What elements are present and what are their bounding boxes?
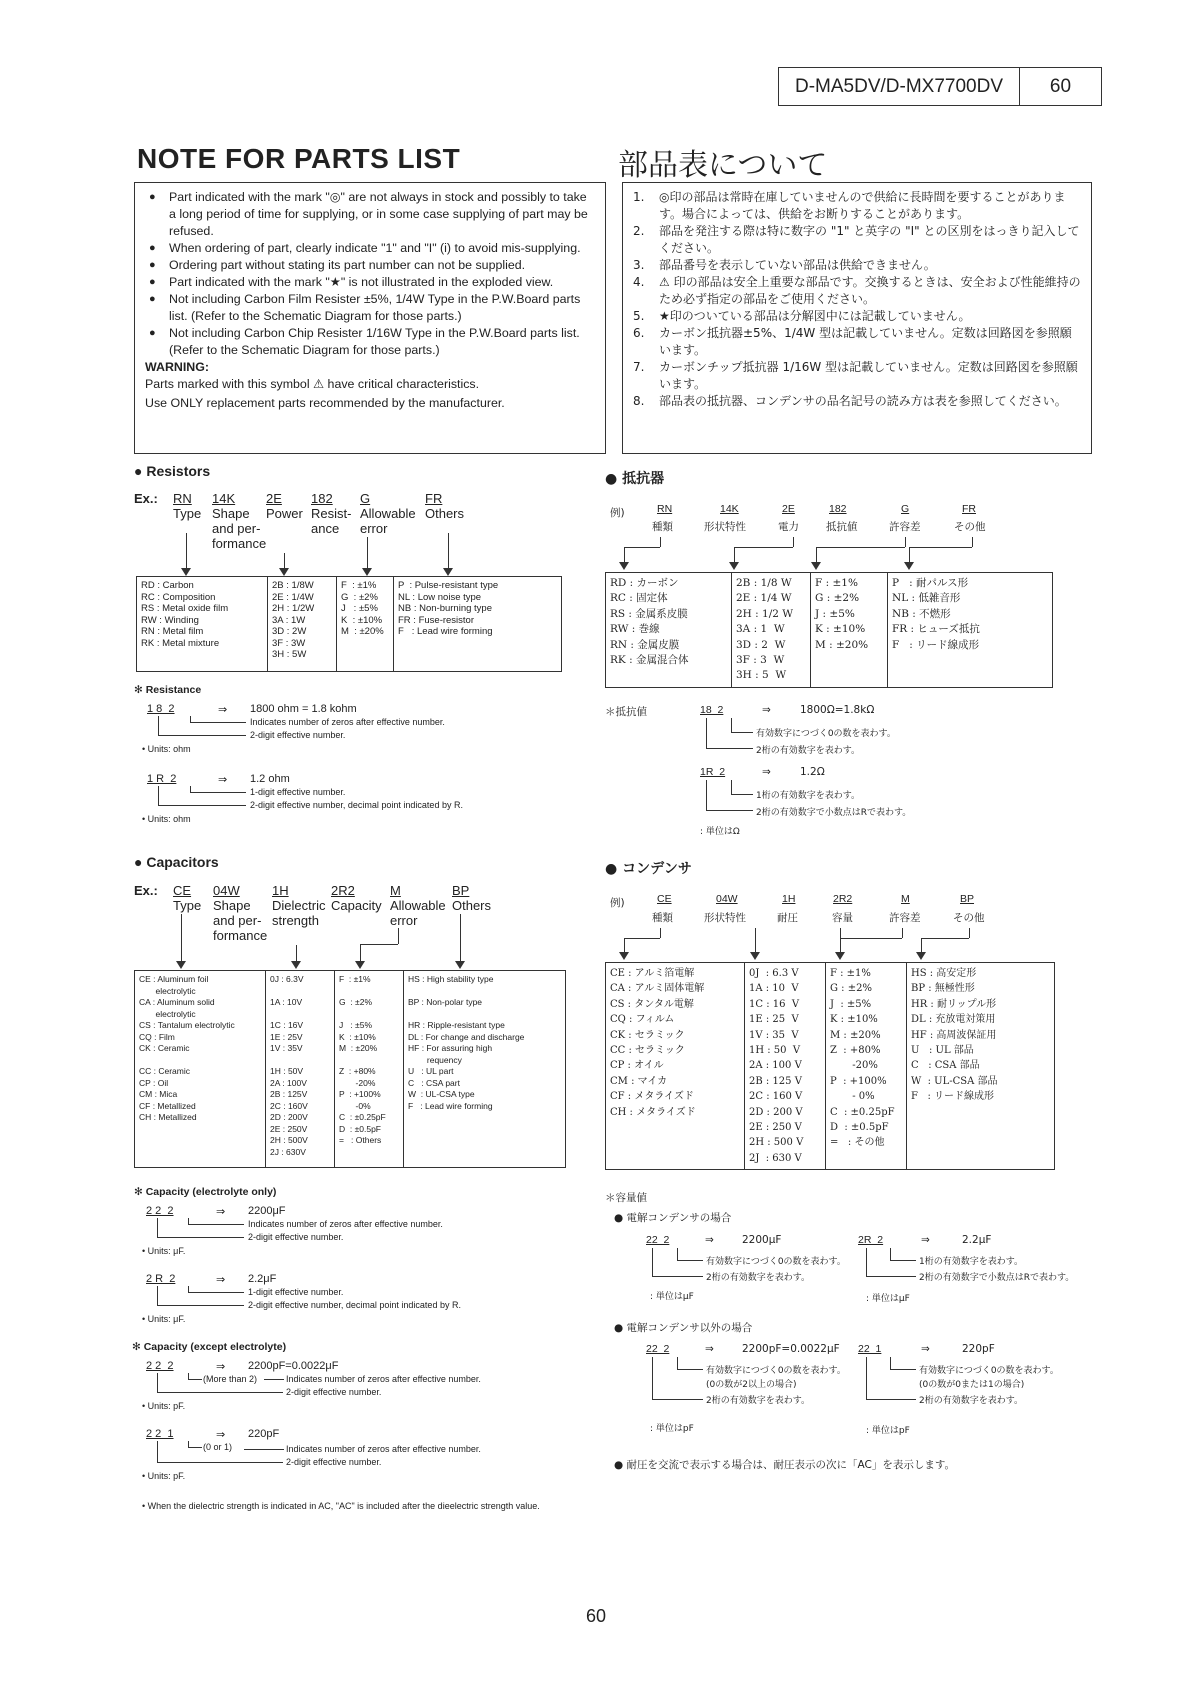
- cap-jp-label: 許容差: [889, 912, 921, 924]
- res-jp-code: FR: [962, 503, 976, 515]
- leader-line: [652, 1276, 703, 1277]
- res-ex1-l1: Indicates number of zeros after effective number.: [250, 717, 445, 727]
- note-item-jp: 2. 部品を発注する際は特に数字の "1" と英字の "I" との区別をはっきり記入してください。: [633, 224, 1080, 255]
- res-jp-ex1-eq: 1800Ω=1.8kΩ: [800, 704, 875, 716]
- implies-icon: ⇒: [705, 1234, 714, 1246]
- note-item: ● Part indicated with the mark "◎" are not always in stock and possibly to take a long period of time for supplying, or in some case supplying of part may be refused.: [145, 189, 595, 240]
- cap-jp-ex3-l1: 有効数字につづく0の数を表わす。: [706, 1366, 846, 1376]
- connector-line: [969, 928, 970, 938]
- res-code-others: FR: [425, 491, 443, 506]
- res-ex2-units: • Units: ohm: [142, 814, 191, 824]
- implies-icon: ⇒: [921, 1234, 930, 1246]
- connector-line: [448, 533, 449, 573]
- connector-line: [840, 938, 902, 939]
- arrow-down-icon: [904, 562, 914, 570]
- resistors-ex-label: Ex.:: [134, 491, 158, 506]
- res-code-shape: 14K: [212, 491, 236, 506]
- res-jp-label: 抵抗値: [826, 521, 858, 533]
- cap-jp-label: 形状特性: [704, 912, 746, 924]
- connector-line: [793, 537, 794, 547]
- res-jp-ex1-l2: 2桁の有効数字を表わす。: [756, 746, 861, 756]
- capacitor-code-table: [134, 970, 566, 1168]
- connector-line: [816, 547, 905, 548]
- cap-ex3-mid: (More than 2): [203, 1374, 258, 1384]
- electrolytic-heading-jp: ● 電解コンデンサの場合: [614, 1212, 732, 1224]
- leader-line: [188, 1447, 202, 1448]
- model-name: D-MA5DV/D-MX7700DV: [779, 68, 1020, 105]
- leader-line: [731, 718, 732, 732]
- connector-line: [734, 547, 793, 548]
- leader-line: [677, 1260, 703, 1261]
- cap-ex1-eq: 2200μF: [248, 1205, 286, 1217]
- res-ex1-l2: 2-digit effective number.: [250, 730, 346, 740]
- ac-note-jp: ● 耐圧を交流で表示する場合は、耐圧表示の次に「AC」を表示します。: [614, 1459, 955, 1471]
- leader-line: [866, 1399, 916, 1400]
- note-item-jp: 8. 部品表の抵抗器、コンデンサの品名記号の読み方は表を参照してください。: [633, 394, 1067, 408]
- implies-icon: ⇒: [921, 1343, 930, 1355]
- leader-line: [731, 780, 732, 794]
- res-label-error: Allowable error: [360, 506, 416, 536]
- leader-line: [706, 780, 707, 810]
- cap-jp-dielectric-cell: 0J : 6.3 V 1A : 10 V 1C : 16 V 1E : 25 V 1V : 35 V 1H : 50 V 2A : 100 V 2B : 125 V 2C : 160 V 2D : 200 V 2E : 250 V 2H : 500 V 2J : 630 V: [745, 963, 826, 1170]
- cap-ex4-code: 2 2 1: [146, 1428, 174, 1440]
- implies-icon: ⇒: [762, 766, 771, 778]
- res-jp-error-cell: F : ±1% G : ±2% J : ±5% K : ±10% M : ±20%: [811, 573, 888, 688]
- connector-line: [624, 938, 660, 939]
- arrow-down-icon: [750, 952, 760, 960]
- connector-line: [624, 547, 660, 548]
- implies-icon: ⇒: [762, 704, 771, 716]
- connector-line: [972, 537, 973, 547]
- connector-line: [460, 914, 461, 966]
- note-item-jp: 6. カーボン抵抗器±5%、1/4W 型は記載していません。定数は回路図を参照願います。: [633, 326, 1072, 357]
- cap-dielectric-cell: 0J : 6.3V 1A : 10V 1C : 16V 1E : 25V 1V : 35V 1H : 50V 2A : 100V 2B : 125V 2C : 160V 2D : 200V 2E : 250V 2H : 500V 2J : 630V: [266, 971, 335, 1168]
- cap-jp-ex1-l1: 有効数字につづく0の数を表わす。: [706, 1257, 846, 1267]
- leader-line: [244, 1449, 284, 1450]
- cap-jp-code: M: [901, 893, 910, 905]
- res-jp-label: その他: [954, 521, 986, 533]
- cap-code: 04W: [213, 883, 240, 898]
- res-jp-label: 種類: [652, 521, 673, 533]
- res-label-type: Type: [173, 506, 202, 521]
- resistor-code-table-jp: [605, 572, 1053, 688]
- cap-ex4-eq: 220pF: [248, 1428, 280, 1440]
- cap-label: Allowable error: [390, 898, 446, 928]
- capacity-heading-jp: ＊容量値: [605, 1192, 647, 1204]
- note-item-jp: 1. ◎印の部品は常時在庫していませんので供給に長時間を要することがあります。場合によっては、供給をお断りすることがあります。: [633, 190, 1066, 221]
- cap-ex1-l1: Indicates number of zeros after effective number.: [248, 1219, 443, 1229]
- connector-line: [660, 928, 661, 938]
- cap-ex3-l2: 2-digit effective number.: [286, 1387, 382, 1397]
- leader-line: [190, 792, 246, 793]
- cap-code: 1H: [272, 883, 289, 898]
- footer-page-number: 60: [586, 1606, 607, 1626]
- resistors-ex-label-jp: 例): [610, 507, 625, 519]
- res-jp-code: 14K: [720, 503, 739, 515]
- connector-line: [360, 944, 398, 945]
- cap-jp-others-cell: HS : 高安定形 BP : 無極性形 HR : 耐リップル形 DL : 充放電対策用 HF : 高周波保証用 U : UL 部品 C : CSA 部品 W : UL-CSA 部品 F : リード線成形: [907, 963, 1055, 1170]
- connector-line: [902, 928, 903, 938]
- cap-jp-ex4-l2: 2桁の有効数字を表わす。: [919, 1396, 1024, 1406]
- res-jp-ex2-l1: 1桁の有効数字を表わす。: [756, 791, 861, 801]
- arrow-down-icon: [455, 961, 465, 969]
- cap-jp-ex3-units: : 単位はpF: [650, 1424, 694, 1434]
- warning-line-2: Use ONLY replacement parts recommended by the manufacturer.: [145, 396, 505, 410]
- res-ex2-l1: 1-digit effective number.: [250, 787, 346, 797]
- leader-line: [652, 1399, 703, 1400]
- cap-label: Type: [173, 898, 202, 913]
- resistors-heading: ● Resistors: [134, 463, 210, 479]
- notes-list-jp: [623, 183, 1091, 410]
- connector-line: [909, 547, 972, 548]
- res-ex2-l2: 2-digit effective number, decimal point indicated by R.: [250, 800, 463, 810]
- page-title-jp: 部品表について: [618, 148, 828, 183]
- arrow-down-icon: [916, 952, 926, 960]
- implies-icon: ⇒: [216, 1361, 226, 1373]
- cap-label: Dielectric strength: [272, 898, 326, 928]
- arrow-down-icon: [729, 562, 739, 570]
- leader-line: [190, 722, 246, 723]
- connector-line: [186, 533, 187, 573]
- warning-line-1: Parts marked with this symbol ⚠ have critical characteristics.: [145, 377, 480, 391]
- leader-line: [188, 1379, 202, 1380]
- notes-list-en: [135, 183, 605, 359]
- cap-ex4-units: • Units: pF.: [142, 1471, 186, 1481]
- leader-line: [157, 1305, 244, 1306]
- implies-icon: ⇒: [216, 1274, 226, 1286]
- cap-ex3-l1: Indicates number of zeros after effective number.: [286, 1374, 481, 1384]
- res-label-resistance: Resist- ance: [311, 506, 352, 536]
- capacitors-heading-jp: ● コンデンサ: [605, 858, 692, 878]
- resistor-code-table: [136, 576, 562, 672]
- cap-jp-code: 04W: [716, 893, 738, 905]
- cap-jp-ex1-code: 22 2: [646, 1234, 670, 1246]
- connector-line: [921, 938, 969, 939]
- res-jp-label: 形状特性: [704, 521, 746, 533]
- leader-line: [157, 1373, 158, 1392]
- implies-icon: ⇒: [216, 1429, 226, 1441]
- cap-jp-label: その他: [953, 912, 985, 924]
- leader-line: [264, 1379, 284, 1380]
- notes-box-en: [134, 182, 606, 454]
- res-jp-ex2-eq: 1.2Ω: [800, 766, 825, 778]
- res-code-type: RN: [173, 491, 192, 506]
- note-item-jp: 3. 部品番号を表示していない部品は供給できません。: [633, 258, 936, 272]
- res-ex1-eq: 1800 ohm = 1.8 kohm: [250, 703, 357, 715]
- cap-jp-ex1-eq: 2200μF: [742, 1234, 782, 1246]
- cap-jp-type-cell: CE : アルミ箔電解 CA : アルミ固体電解 CS : タンタル電解 CQ : フィルム CK : セラミック CC : セラミック CP : オイル CM : マイカ CF : メタライズド CH : メタライズド: [606, 963, 745, 1170]
- cap-jp-ex1-l2: 2桁の有効数字を表わす。: [706, 1273, 811, 1283]
- implies-icon: ⇒: [705, 1343, 714, 1355]
- connector-line: [181, 914, 182, 966]
- note-item-jp: 4. ⚠ 印の部品は安全上重要な部品です。交換するときは、安全および性能維持のため必ず指定の部品をご使用ください。: [633, 275, 1081, 306]
- connector-line: [660, 537, 661, 547]
- res-jp-others-cell: P : 耐パルス形 NL : 低雑音形 NB : 不燃形 FR : ヒューズ抵抗 F : リード線成形: [888, 573, 1053, 688]
- cap-jp-ex2-eq: 2.2μF: [962, 1234, 992, 1246]
- connector-line: [398, 928, 399, 944]
- leader-line: [188, 1292, 244, 1293]
- leader-line: [652, 1357, 653, 1399]
- leader-line: [706, 718, 707, 748]
- res-ex2-code: 1 R 2: [147, 773, 177, 785]
- leader-line: [706, 810, 753, 811]
- connector-line: [840, 928, 841, 938]
- capacitor-code-table-jp: [605, 962, 1055, 1170]
- res-code-error: G: [360, 491, 371, 506]
- res-label-shape: Shape and per- formance: [212, 506, 267, 551]
- cap-label: Capacity: [331, 898, 382, 913]
- res-jp-power-cell: 2B : 1/8 W 2E : 1/4 W 2H : 1/2 W 3A : 1 W 3D : 2 W 3F : 3 W 3H : 5 W: [732, 573, 811, 688]
- capacitors-heading: ● Capacitors: [134, 854, 219, 870]
- notes-box-jp: [622, 182, 1092, 454]
- leader-line: [677, 1369, 703, 1370]
- res-code-power: 2E: [266, 491, 282, 506]
- res-jp-label: 許容差: [889, 521, 921, 533]
- note-item: ● Ordering part without stating its part number can not be supplied.: [145, 257, 595, 274]
- res-type-cell: RD : Carbon RC : Composition RS : Metal oxide film RW : Winding RN : Metal film RK : Metal mixture: [137, 577, 268, 672]
- leader-line: [157, 1286, 158, 1305]
- leader-line: [190, 716, 191, 722]
- cap-jp-ex4-units: : 単位はpF: [866, 1426, 910, 1436]
- capacity-electrolyte-heading: ✻ Capacity (electrolyte only): [134, 1186, 277, 1198]
- leader-line: [866, 1248, 867, 1276]
- cap-ex1-code: 2 2 2: [146, 1205, 174, 1217]
- cap-ex3-code: 2 2 2: [146, 1360, 174, 1372]
- cap-jp-ex2-units: : 単位はμF: [866, 1294, 910, 1304]
- leader-line: [866, 1357, 867, 1399]
- implies-icon: ⇒: [216, 1206, 226, 1218]
- leader-line: [157, 1218, 158, 1237]
- res-ex2-eq: 1.2 ohm: [250, 773, 290, 785]
- leader-line: [890, 1248, 891, 1260]
- header-box: [778, 67, 1102, 106]
- res-jp-type-cell: RD : カーボン RC : 固定体 RS : 金属系皮膜 RW : 巻線 RN : 金属皮膜 RK : 金属混合体: [606, 573, 732, 688]
- res-jp-code: 182: [829, 503, 847, 515]
- cap-ex2-l2: 2-digit effective number, decimal point indicated by R.: [248, 1300, 461, 1310]
- cap-jp-ex2-code: 2R 2: [858, 1234, 884, 1246]
- res-others-cell: P : Pulse-resistant type NL : Low noise type NB : Non-burning type FR : Fuse-resistor F : Lead wire forming: [394, 577, 562, 672]
- res-code-resistance: 182: [311, 491, 333, 506]
- cap-others-cell: HS : High stability type BP : Non-polar type HR : Ripple-resistant type DL : For change and discharge HF : For assuring high requency U : UL part C : CSA part W : UL-CSA type F : Lead wire forming: [404, 971, 566, 1168]
- res-jp-code: 2E: [782, 503, 795, 515]
- resistance-heading-jp: ＊抵抗値: [605, 706, 647, 718]
- leader-line: [890, 1357, 891, 1369]
- arrow-down-icon: [619, 562, 629, 570]
- cap-ex3-eq: 2200pF=0.0022μF: [248, 1360, 339, 1372]
- leader-line: [890, 1369, 916, 1370]
- leader-line: [157, 1392, 283, 1393]
- note-item: ● When ordering of part, clearly indicate "1" and "I" (i) to avoid mis-supplying.: [145, 240, 595, 257]
- cap-ex1-units: • Units: μF.: [142, 1246, 186, 1256]
- cap-jp-ex2-l2: 2桁の有効数字で小数点はRで表わす。: [919, 1273, 1075, 1283]
- note-item: ● Not including Carbon Chip Resister 1/16W Type in the P.W.Board parts list. (Refer to the Schematic Diagram for those parts.): [145, 325, 595, 359]
- cap-code: BP: [452, 883, 470, 898]
- cap-ex2-code: 2 R 2: [146, 1273, 176, 1285]
- arrow-down-icon: [279, 568, 289, 576]
- res-power-cell: 2B : 1/8W 2E : 1/4W 2H : 1/2W 3A : 1W 3D : 2W 3F : 3W 3H : 5W: [268, 577, 337, 672]
- leader-line: [890, 1260, 916, 1261]
- header-page-number: 60: [1049, 75, 1072, 97]
- cap-jp-label: 耐圧: [777, 912, 798, 924]
- cap-code: M: [390, 883, 401, 898]
- res-jp-ex1-l1: 有効数字につづく0の数を表わす。: [756, 729, 896, 739]
- cap-ex2-eq: 2.2μF: [248, 1273, 277, 1285]
- cap-jp-label: 種類: [652, 912, 673, 924]
- leader-line: [157, 1237, 244, 1238]
- leader-line: [158, 805, 246, 806]
- cap-jp-ex4-code: 22 1: [858, 1343, 882, 1355]
- connector-line: [905, 537, 906, 547]
- cap-label: Shape and per- formance: [213, 898, 268, 943]
- arrow-down-icon: [619, 952, 629, 960]
- arrow-down-icon: [291, 961, 301, 969]
- capacity-except-heading: ✻ Capacity (except electrolyte): [132, 1341, 287, 1353]
- res-label-power: Power: [266, 506, 303, 521]
- cap-ex2-units: • Units: μF.: [142, 1314, 186, 1324]
- cap-jp-code: 1H: [782, 893, 796, 905]
- leader-line: [677, 1357, 678, 1369]
- cap-jp-error-cell: F : ±1% G : ±2% J : ±5% K : ±10% M : ±20% Z : +80% -20% P : +100% - 0% C : ±0.25pF D : ±0.5pF = : その他: [826, 963, 907, 1170]
- cap-ex4-l1: Indicates number of zeros after effective number.: [286, 1444, 481, 1454]
- page-title-en: NOTE FOR PARTS LIST: [137, 143, 461, 174]
- leader-line: [190, 786, 191, 792]
- leader-line: [157, 1441, 158, 1462]
- resistors-heading-jp: ● 抵抗器: [605, 468, 664, 488]
- cap-jp-ex1-units: : 単位はμF: [650, 1292, 694, 1302]
- leader-line: [158, 735, 246, 736]
- cap-jp-code: 2R2: [833, 893, 853, 905]
- cap-jp-code: CE: [657, 893, 672, 905]
- cap-jp-ex4-l1b: (0の数が0または1の場合): [919, 1380, 1025, 1390]
- leader-line: [866, 1276, 916, 1277]
- leader-line: [652, 1248, 653, 1276]
- arrow-down-icon: [181, 568, 191, 576]
- cap-jp-ex3-eq: 2200pF=0.0022μF: [742, 1343, 840, 1355]
- cap-code: CE: [173, 883, 192, 898]
- cap-ex2-l1: 1-digit effective number.: [248, 1287, 344, 1297]
- cap-jp-code: BP: [960, 893, 975, 905]
- leader-line: [706, 748, 753, 749]
- cap-ex4-l2: 2-digit effective number.: [286, 1457, 382, 1467]
- resistance-heading: ✻ Resistance: [134, 684, 202, 696]
- arrow-down-icon: [443, 568, 453, 576]
- cap-code: 2R2: [331, 883, 355, 898]
- cap-jp-ex3-l1b: (0の数が2以上の場合): [706, 1380, 797, 1390]
- note-item-jp: 5. ★印のついている部品は分解図中には記載していません。: [633, 309, 971, 323]
- cap-ex1-l2: 2-digit effective number.: [248, 1232, 344, 1242]
- leader-line: [188, 1224, 244, 1225]
- arrow-down-icon: [835, 952, 845, 960]
- arrow-down-icon: [362, 568, 372, 576]
- leader-line: [158, 786, 159, 805]
- warning-title: WARNING:: [145, 360, 210, 374]
- cap-jp-ex4-l1: 有効数字につづく0の数を表わす。: [919, 1366, 1059, 1376]
- non-electrolytic-heading-jp: ● 電解コンデンサ以外の場合: [614, 1322, 753, 1334]
- res-error-cell: F : ±1% G : ±2% J : ±5% K : ±10% M : ±20%: [337, 577, 394, 672]
- leader-line: [157, 1462, 283, 1463]
- cap-jp-ex2-l1: 1桁の有効数字を表わす。: [919, 1257, 1024, 1267]
- cap-jp-label: 容量: [832, 912, 853, 924]
- arrow-down-icon: [811, 562, 821, 570]
- arrow-down-icon: [176, 961, 186, 969]
- cap-jp-ex3-l2: 2桁の有効数字を表わす。: [706, 1396, 811, 1406]
- arrow-down-icon: [355, 961, 365, 969]
- res-jp-code: RN: [657, 503, 673, 515]
- res-jp-ex2-code: 1R 2: [700, 766, 726, 778]
- leader-line: [731, 732, 753, 733]
- leader-line: [677, 1248, 678, 1260]
- note-item-jp: 7. カーボンチップ抵抗器 1/16W 型は記載していません。定数は回路図を参照願います。: [633, 360, 1078, 391]
- res-jp-ex1-code: 18 2: [700, 704, 724, 716]
- cap-jp-ex3-code: 22 2: [646, 1343, 670, 1355]
- cap-label: Others: [452, 898, 492, 913]
- ac-note-en: • When the dielectric strength is indicated in AC, "AC" is included after the dieelectric strength value.: [142, 1501, 540, 1511]
- res-ex1-code: 1 8 2: [147, 703, 175, 715]
- leader-line: [731, 794, 753, 795]
- implies-icon: ⇒: [218, 704, 228, 716]
- note-item: ● Part indicated with the mark "★" is not illustrated in the exploded view.: [145, 274, 595, 291]
- res-ex1-units: • Units: ohm: [142, 744, 191, 754]
- res-jp-label: 電力: [778, 521, 799, 533]
- capacitors-ex-label-jp: 例): [610, 897, 625, 909]
- cap-ex4-mid: (0 or 1): [203, 1442, 233, 1452]
- res-label-others: Others: [425, 506, 465, 521]
- res-jp-ex2-l2: 2桁の有効数字で小数点はRで表わす。: [756, 808, 912, 818]
- capacitors-ex-label: Ex.:: [134, 883, 158, 898]
- res-jp-units: : 単位はΩ: [700, 827, 740, 837]
- res-jp-code: G: [901, 503, 910, 515]
- cap-jp-ex4-eq: 220pF: [962, 1343, 995, 1355]
- cap-error-cell: F : ±1% G : ±2% J : ±5% K : ±10% M : ±20% Z : +80% -20% P : +100% -0% C : ±0.25pF D : ±0.5pF = : Others: [335, 971, 404, 1168]
- cap-type-cell: CE : Aluminum foil electrolytic CA : Aluminum solid electrolytic CS : Tantalum electrolytic CQ : Film CK : Ceramic CC : Ceramic CP : Oil CM : Mica CF : Metallized CH : Metallized: [135, 971, 266, 1168]
- cap-ex3-units: • Units: pF.: [142, 1401, 186, 1411]
- leader-line: [158, 716, 159, 735]
- implies-icon: ⇒: [218, 774, 228, 786]
- note-item: ● Not including Carbon Film Resister ±5%, 1/4W Type in the P.W.Board parts list. (Refer to the Schematic Diagram for those parts.): [145, 291, 595, 325]
